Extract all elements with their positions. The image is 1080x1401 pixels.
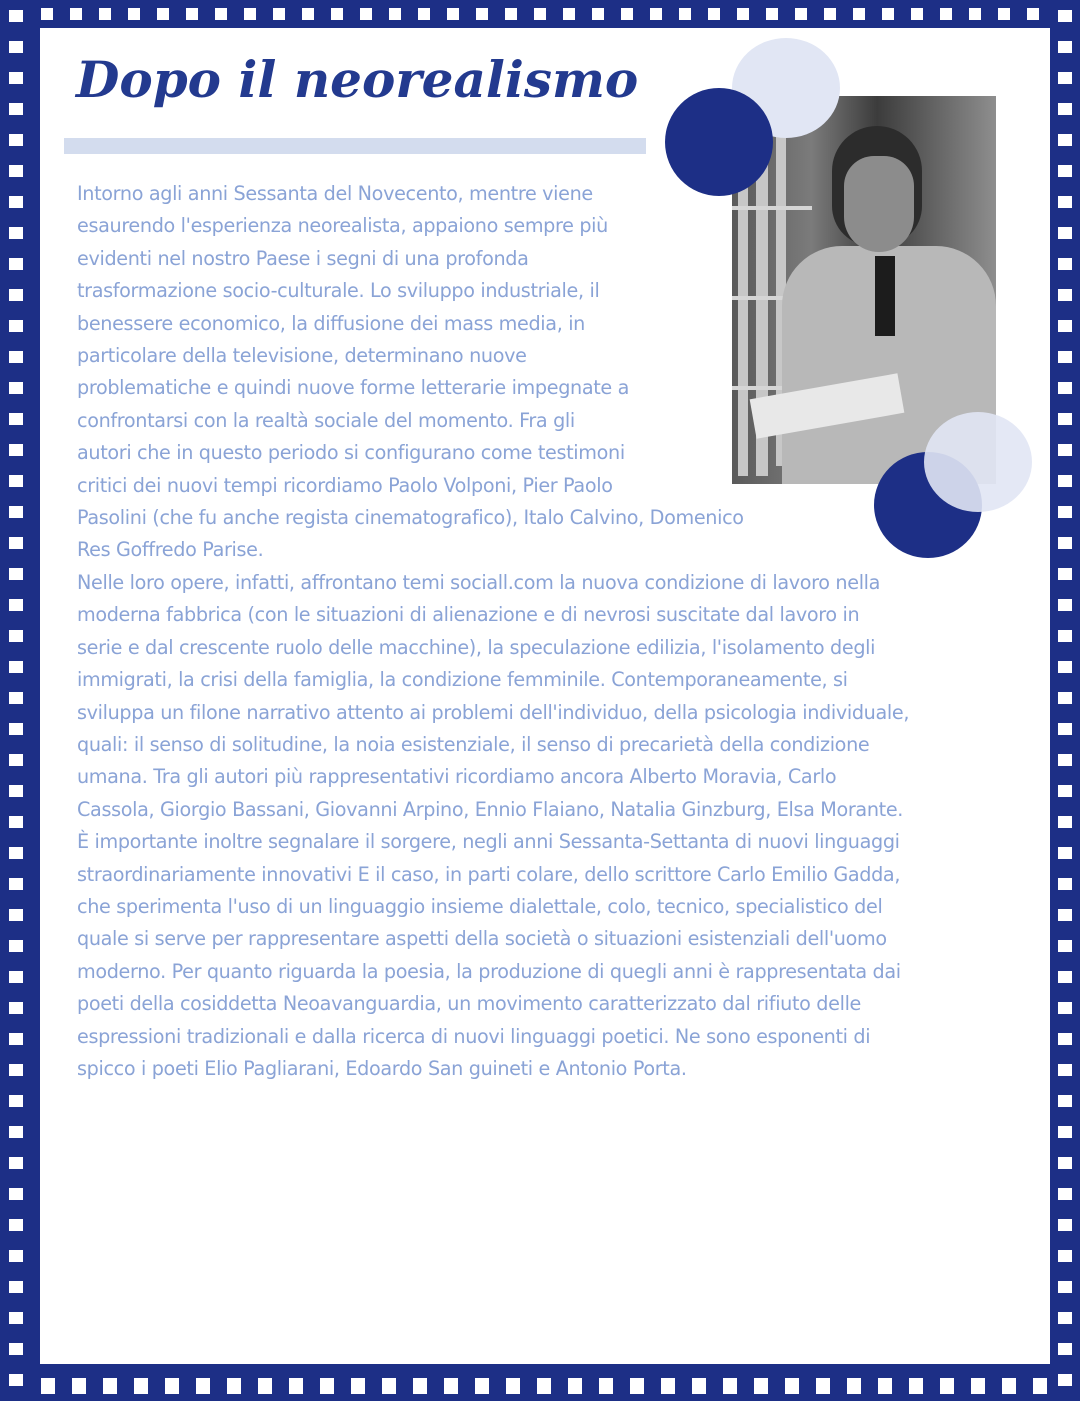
text-line: autori che in questo periodo si configurano come testimoni — [77, 441, 625, 465]
text-line: moderna fabbrica (con le situazioni di alienazione e di nevrosi suscitate dal lavoro in — [77, 603, 860, 627]
text-line: moderno. Per quanto riguarda la poesia, la produzione di quegli anni è rappresentata dai — [77, 959, 901, 983]
text-line: straordinariamente innovativi E il caso, in parti colare, dello scrittore Carlo Emilio Gadda, — [77, 862, 901, 886]
text-line: immigrati, la crisi della famiglia, la condizione femminile. Contemporaneamente, si — [77, 668, 848, 692]
text-line: che sperimenta l'uso di un linguaggio insieme dialettale, colo, tecnico, specialistico del — [77, 894, 883, 918]
text-line: evidenti nel nostro Paese i segni di una profonda — [77, 246, 529, 270]
text-line: espressioni tradizionali e dalla ricerca di nuovi linguaggi poetici. Ne sono esponenti di — [77, 1024, 871, 1048]
text-line: poeti della cosiddetta Neoavanguardia, un movimento caratterizzato dal rifiuto delle — [77, 992, 861, 1016]
text-line: spicco i poeti Elio Pagliarani, Edoardo San guineti e Antonio Porta. — [77, 1056, 687, 1080]
text-line: Cassola, Giorgio Bassani, Giovanni Arpino, Ennio Flaiano, Natalia Ginzburg, Elsa Morante. — [77, 797, 904, 821]
text-line: Res Goffredo Parise. — [77, 538, 264, 562]
text-line: benessere economico, la diffusione dei mass media, in — [77, 311, 585, 335]
text-line: È importante inoltre segnalare il sorgere, negli anni Sessanta-Settanta di nuovi linguaggi — [77, 830, 900, 854]
film-border-left — [0, 0, 30, 1401]
film-border-bottom — [0, 1368, 1080, 1401]
text-line: quali: il senso di solitudine, la noia esistenziale, il senso di precarietà della condizione — [77, 732, 870, 756]
text-line: serie e dal crescente ruolo delle macchine), la speculazione edilizia, l'isolamento degli — [77, 635, 876, 659]
text-line: quale si serve per rappresentare aspetti della società o situazioni esistenziali dell'uomo — [77, 927, 887, 951]
title-underline-bar — [64, 138, 646, 154]
text-line: particolare della televisione, determinano nuove — [77, 344, 527, 368]
text-line: problematiche e quindi nuove forme letterarie impegnate a — [77, 376, 630, 400]
page-title: Dopo il neorealismo — [76, 50, 639, 109]
text-line: esaurendo l'esperienza neorealista, appaiono sempre più — [77, 214, 608, 238]
text-line: confrontarsi con la realtà sociale del momento. Fra gli — [77, 408, 575, 432]
film-border-top — [0, 0, 1080, 28]
text-line: critici dei nuovi tempi ricordiamo Paolo Volponi, Pier Paolo — [77, 473, 613, 497]
text-line: umana. Tra gli autori più rappresentativi ricordiamo ancora Alberto Moravia, Carlo — [77, 765, 837, 789]
text-line: Pasolini (che fu anche regista cinematografico), Italo Calvino, Domenico — [77, 506, 744, 530]
text-line: sviluppa un filone narrativo attento ai problemi dell'individuo, della psicologia individuale, — [77, 700, 910, 724]
body-text — [77, 178, 997, 1085]
text-line: Nelle loro opere, infatti, affrontano temi sociall.com la nuova condizione di lavoro nella — [77, 570, 881, 594]
film-border-right — [1050, 0, 1080, 1401]
text-line: trasformazione socio-culturale. Lo sviluppo industriale, il — [77, 279, 600, 303]
text-line: Intorno agli anni Sessanta del Novecento, mentre viene — [77, 182, 593, 205]
